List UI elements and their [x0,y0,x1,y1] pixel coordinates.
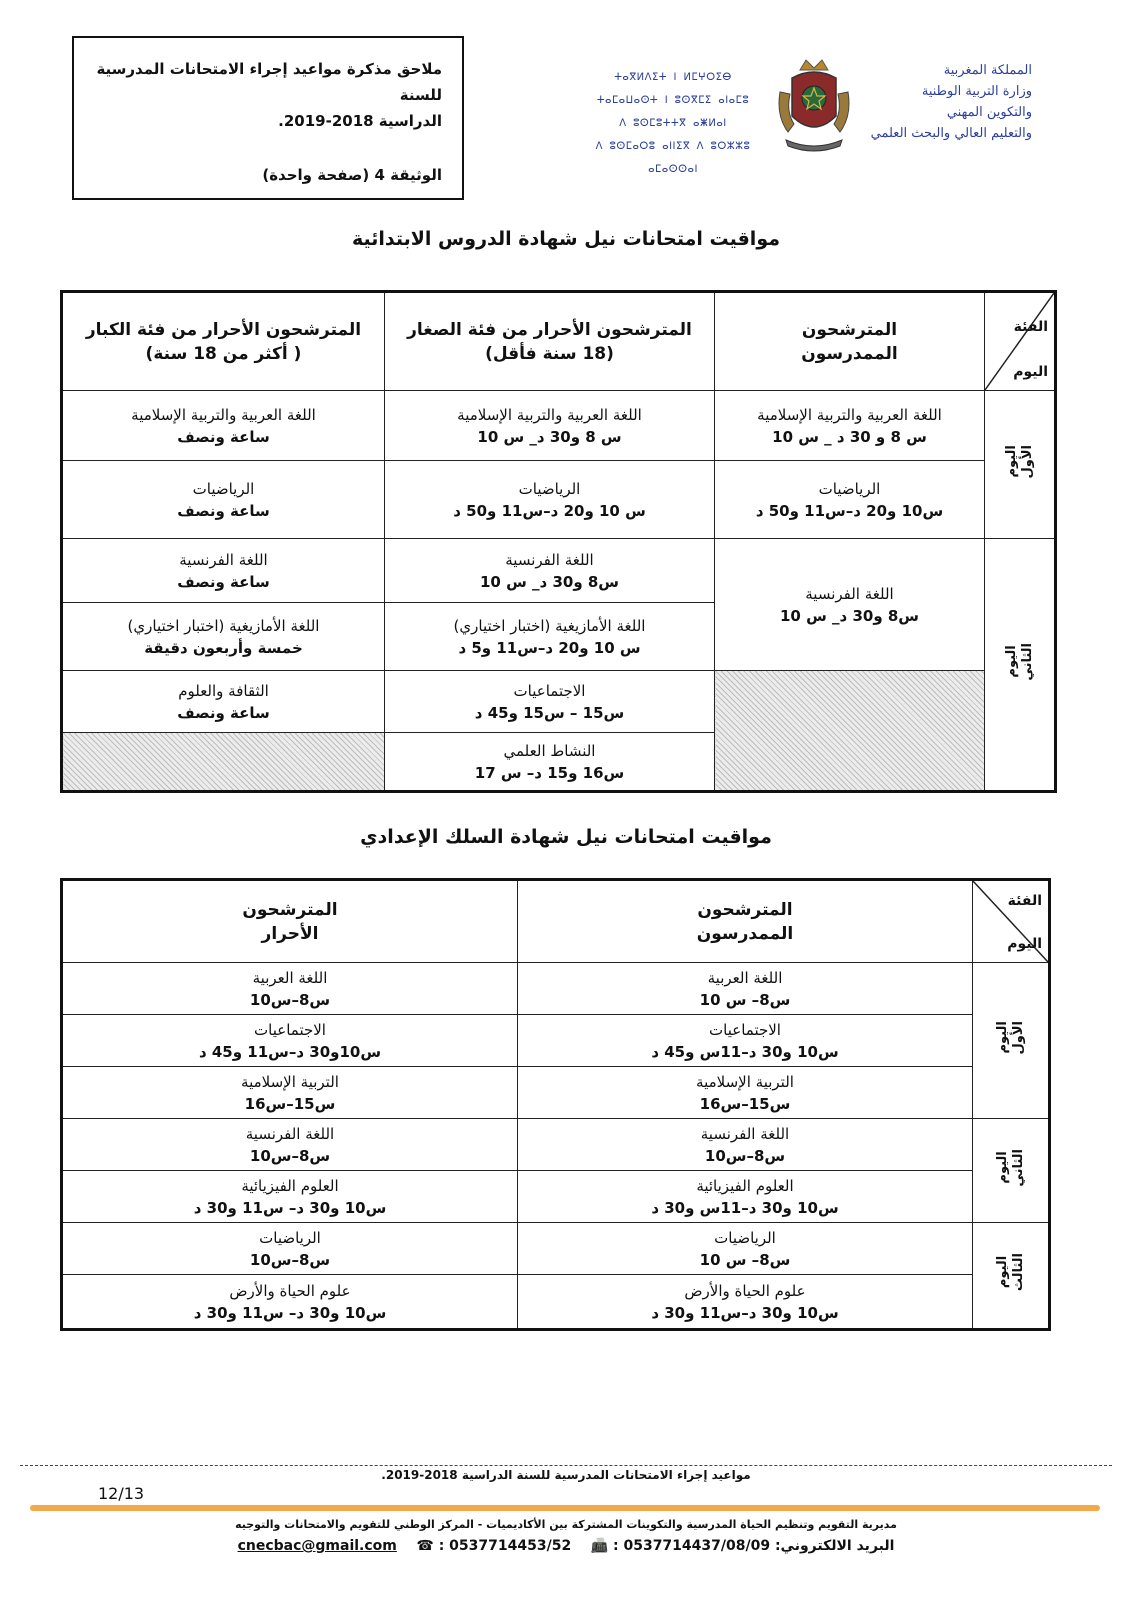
column-header-schooled: المترشحون الممدرسون [715,293,985,391]
subject-label: اللغة الفرنسية [505,550,594,569]
exam-cell [518,1275,973,1329]
primary-schedule-table [62,292,1055,791]
corner-day-label: اليوم [1007,936,1042,952]
ministry-line-4: والتعليم العالي والبحث العلمي [870,126,1032,141]
subject-label: اللغة العربية [707,968,783,987]
time-label: س 10 و20 د–س11 و5 د [458,638,641,657]
time-label: س16 و15 د– س 17 [474,763,625,782]
time-label: س10و30 د–س11 و45 د [198,1042,382,1061]
subject-label: اللغة الأمازيغية (اختبار اختياري) [453,616,646,635]
time-label: س 8 و30 د_ س 10 [477,427,622,446]
document-reference-box [72,36,464,200]
empty-hatched-cell [63,733,385,791]
subject-label: الرياضيات [259,1228,321,1247]
ministry-name-arabic [862,60,1032,144]
middle-corner-cell [973,881,1049,963]
subject-label: علوم الحياة والأرض [684,1281,806,1300]
time-label: ساعة ونصف [177,427,270,446]
subject-label: الثقافة والعلوم [178,681,269,700]
time-label: س15–س16 [244,1094,336,1113]
day-label: اليوم الأول [994,1020,1026,1055]
day-label: اليوم الثاني [1003,642,1035,681]
footer-directorate: مديرية التقويم وتنظيم الحياة المدرسية والتكوينات المشتركة بين الأكاديميات - المركز الوطني للتقويم والامتحانات والتوجيه [235,1518,897,1531]
tifinagh-line-1: ⵜⴰⴳⵍⴷⵉⵜ ⵏ ⵍⵎⵖⵔⵉⴱ [614,72,732,83]
subject-label: التربية الإسلامية [696,1072,794,1091]
subject-label: الرياضيات [518,479,581,498]
subject-label: اللغة العربية والتربية الإسلامية [131,405,316,424]
column-header-schooled: المترشحون الممدرسون [518,881,973,963]
exam-cell [63,963,518,1015]
exam-cell [715,461,985,539]
exam-cell [385,671,715,733]
day-label: اليوم الأول [1003,444,1035,479]
corner-category-label: الفئة [1013,319,1048,335]
subject-label: علوم الحياة والأرض [229,1281,351,1300]
time-label: ساعة ونصف [177,572,270,591]
time-label: س15–س16 [699,1094,791,1113]
exam-cell [385,461,715,539]
exam-cell [63,603,385,671]
exam-cell [518,1015,973,1067]
page-number: 12/13 [98,1484,145,1503]
subject-label: اللغة الفرنسية [179,550,268,569]
time-label: س10 و30 د–11س و45 د [651,1042,839,1061]
exam-cell [63,1067,518,1119]
corner-category-label: الفئة [1007,893,1042,909]
day-cell-1 [973,963,1049,1119]
footer-contact [0,1538,1132,1554]
exam-cell [518,1223,973,1275]
middle-header-row [63,881,1049,963]
exam-cell [63,1119,518,1171]
exam-cell [385,733,715,791]
time-label: ساعة ونصف [177,703,270,722]
exam-cell [715,391,985,461]
day-cell-2 [973,1119,1049,1223]
time-label: س10 و30 د–س11 و30 د [651,1303,839,1322]
tifinagh-line-4: ⴷ ⵓⵙⵎⴰⵔⵓ ⴰⵏⵏⵉⴳ ⴷ ⵓⵔⵣⵣⵓ ⴰⵎⴰⵙⵙⴰⵏ [595,141,751,175]
subject-label: الاجتماعيات [709,1020,781,1039]
exam-cell [63,461,385,539]
subject-label: العلوم الفيزيائية [696,1176,794,1195]
day-cell-3 [973,1223,1049,1329]
reference-line-2: الدراسية 2018-2019. [278,112,442,130]
fax-label: 📠 : [590,1538,619,1554]
subject-label: الرياضيات [818,479,881,498]
exam-cell [518,963,973,1015]
corner-day-label: اليوم [1013,364,1048,380]
tifinagh-line-2: ⵜⴰⵎⴰⵡⴰⵙⵜ ⵏ ⵓⵙⴳⵎⵉ ⴰⵏⴰⵎⵓ [596,95,750,106]
subject-label: اللغة الفرنسية [700,1124,790,1143]
footer-divider [20,1465,1112,1466]
day-cell-1 [985,391,1055,539]
exam-cell [715,539,985,671]
time-label: س8 و30 د_ س 10 [480,572,619,591]
footer-note: مواعيد إجراء الامتحانات المدرسية للسنة الدراسية 2018-2019. [381,1468,751,1482]
exam-cell [385,539,715,603]
exam-cell [63,1171,518,1223]
exam-cell [518,1171,973,1223]
phone-number: 0537714453/52 [449,1538,572,1554]
exam-cell [63,1015,518,1067]
day-label: اليوم الثاني [994,1148,1026,1187]
time-label: س10 و30 د–11س و30 د [651,1198,839,1217]
time-label: ساعة ونصف [177,501,270,520]
table-row [63,461,1055,539]
table-row [63,963,1049,1015]
column-header-free-adult: المترشحون الأحرار من فئة الكبار ( أكثر من 18 سنة) [63,293,385,391]
column-header-free: المترشحون الأحرار [63,881,518,963]
subject-label: التربية الإسلامية [241,1072,339,1091]
subject-label: اللغة الفرنسية [245,1124,335,1143]
time-label: خمسة وأربعون دقيقة [144,638,303,657]
reference-line-3: الوثيقة 4 (صفحة واحدة) [262,166,442,184]
reference-line-1: ملاحق مذكرة مواعيد إجراء الامتحانات المدرسية للسنة [96,60,442,104]
table-row [63,671,1055,733]
column-header-free-young: المترشحون الأحرار من فئة الصغار (18 سنة فأقل) [385,293,715,391]
exam-cell [63,1223,518,1275]
time-label: س8–س10 [704,1146,786,1165]
time-label: س 8 و 30 د _ س 10 [772,427,927,446]
subject-label: اللغة العربية [252,968,328,987]
subject-label: اللغة العربية والتربية الإسلامية [457,405,642,424]
subject-label: الاجتماعيات [513,681,586,700]
exam-cell [63,539,385,603]
time-label: س10 و30 د– س11 و30 د [193,1303,387,1322]
table-row [63,1015,1049,1067]
table-row [63,1275,1049,1329]
email-label: البريد الالكتروني: [774,1538,895,1554]
footer-accent-bar [30,1505,1100,1511]
subject-label: النشاط العلمي [503,741,596,760]
subject-label: اللغة العربية والتربية الإسلامية [757,405,942,424]
time-label: س8–س10 [249,990,331,1009]
exam-cell [518,1067,973,1119]
primary-header-row [63,293,1055,391]
coat-of-arms-icon [774,56,854,156]
subject-label: الاجتماعيات [254,1020,326,1039]
primary-section-title: مواقيت امتحانات نيل شهادة الدروس الابتدائية [351,228,780,250]
middle-section-title: مواقيت امتحانات نيل شهادة السلك الإعدادي [360,826,772,848]
table-row [63,1067,1049,1119]
phone-label: ☎ : [416,1538,445,1554]
time-label: س10 و30 د– س11 و30 د [193,1198,387,1217]
empty-hatched-cell [715,671,985,791]
exam-cell [518,1119,973,1171]
time-label: س8–س10 [249,1250,331,1269]
table-row [63,1119,1049,1171]
time-label: س 10 و20 د–س11 و50 د [453,501,646,520]
time-label: س8– س 10 [699,1250,791,1269]
subject-label: الرياضيات [714,1228,776,1247]
subject-label: اللغة الفرنسية [805,584,894,603]
subject-label: اللغة الأمازيغية (اختبار اختياري) [127,616,320,635]
middle-schedule-table [62,880,1049,1329]
tifinagh-line-3: ⴷ ⵓⵙⵎⵓⵜⵜⴳ ⴰⵥⵍⴰⵏ [619,118,727,129]
subject-label: العلوم الفيزيائية [241,1176,339,1195]
table-row [63,539,1055,603]
ministry-line-3: والتكوين المهني [946,105,1032,120]
day-label: اليوم الثالث [994,1253,1026,1292]
fax-number: 0537714437/08/09 [623,1538,771,1554]
table-row [63,1223,1049,1275]
table-row [63,1171,1049,1223]
time-label: س8 و30 د_ س 10 [780,606,919,625]
exam-cell [385,391,715,461]
primary-corner-cell [985,293,1055,391]
time-label: س15 – س15 و45 د [474,703,625,722]
tifinagh-ministry-name [588,66,758,181]
ministry-line-1: المملكة المغربية [943,63,1032,78]
email-link[interactable]: cnecbac@gmail.com [237,1538,397,1554]
time-label: س8–س10 [249,1146,331,1165]
time-label: س8– س 10 [699,990,791,1009]
subject-label: الرياضيات [192,479,255,498]
day-cell-2 [985,539,1055,791]
time-label: س10 و20 د–س11 و50 د [755,501,944,520]
exam-cell [63,671,385,733]
ministry-line-2: وزارة التربية الوطنية [921,84,1032,99]
exam-cell [63,391,385,461]
table-row [63,391,1055,461]
exam-cell [63,1275,518,1329]
exam-cell [385,603,715,671]
